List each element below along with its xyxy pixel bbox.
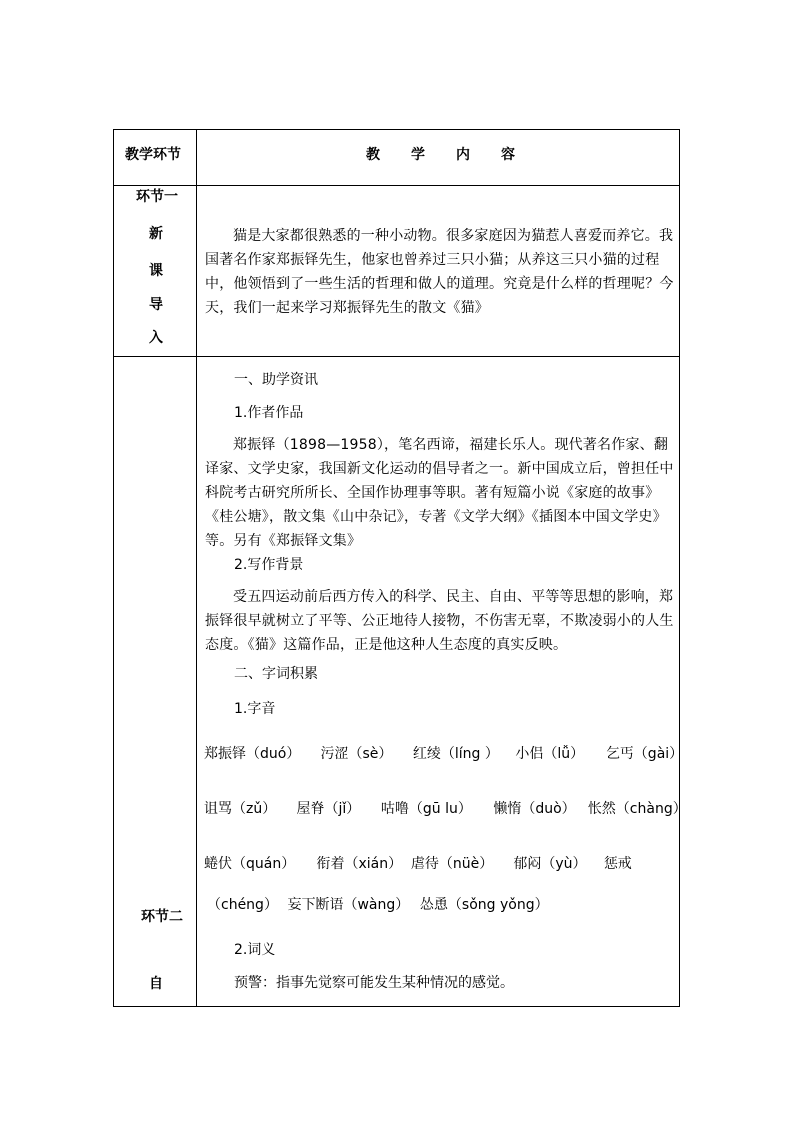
pinyin-item: 郁闷（yù） <box>513 856 587 872</box>
table-left-border <box>113 129 114 1007</box>
header-section-column: 教学环节 <box>125 147 181 163</box>
pinyin-row-1 <box>204 743 683 763</box>
section2-label-line1: 环节二 <box>141 909 183 925</box>
pinyin-item: 红绫（líng ） <box>412 746 499 762</box>
pinyin-row-3 <box>204 853 632 873</box>
table-bottom-border <box>113 1006 680 1007</box>
header-content-column: 教 学 内 容 <box>366 147 516 163</box>
pinyin-row-2 <box>204 798 687 818</box>
pinyin-item: 懒惰（duò） <box>493 801 576 817</box>
pinyin-row-4 <box>207 894 549 914</box>
pinyin-item: 小侣（lǚ） <box>515 746 585 762</box>
pinyin-item: 虐待（nüè） <box>410 856 494 872</box>
pinyin-item: 郑振铎（duó） <box>204 746 301 762</box>
subheading-pronunciation: 1.字音 <box>234 701 276 717</box>
section1-label-line4: 导 <box>149 297 163 313</box>
header-bottom-border <box>113 185 680 186</box>
pinyin-item: 惩戒 <box>603 856 632 872</box>
section1-label-line1: 环节一 <box>136 189 178 205</box>
pinyin-item: 蜷伏（quán） <box>204 856 296 872</box>
table-right-border <box>679 129 680 1007</box>
pinyin-item: 衔着（xián） <box>316 856 403 872</box>
pinyin-item: 怂恿（sǒng yǒng） <box>419 897 549 913</box>
section2-label-line2: 自 <box>149 976 163 992</box>
pinyin-item: 屋脊（jǐ） <box>296 801 361 817</box>
pinyin-item: 妄下断语（wàng） <box>287 897 410 913</box>
intro-paragraph: 猫是大家都很熟悉的一种小动物。很多家庭因为猫惹人喜爱而养它。我国著名作家郑振铎先生，他家也曾养过三只小猫；从养这三只小猫的过程中，他领悟到了一些生活的哲理和做人的道理。究竟是什么样的哲理呢？今天，我们一起来学习郑振铎先生的散文《猫》 <box>205 228 674 316</box>
pinyin-item: 诅骂（zǔ） <box>204 801 277 817</box>
pinyin-item: 乞丐（gài） <box>605 746 684 762</box>
heading-study-info: 一、助学资讯 <box>234 372 318 388</box>
column-divider <box>196 129 197 1007</box>
subheading-background: 2.写作背景 <box>234 557 304 573</box>
pinyin-item: 污涩（sè） <box>320 746 393 762</box>
pinyin-item: 咕噜（gū lu） <box>380 801 472 817</box>
table-top-border <box>113 129 680 130</box>
subheading-meaning: 2.词义 <box>234 942 276 958</box>
background-paragraph: 受五四运动前后西方传入的科学、民主、自由、平等等思想的影响，郑振铎很早就树立了平等、公正地待人接物，不伤害无辜，不欺凌弱小的人生态度。《猫》这篇作品，正是他这种人生态度的真实反映。 <box>205 589 674 653</box>
section1-label-line5: 入 <box>149 330 163 346</box>
definition-line: 预警：指事先觉察可能发生某种情况的感觉。 <box>234 975 514 991</box>
section1-bottom-border <box>113 356 680 357</box>
pinyin-item: （chéng） <box>207 897 278 913</box>
pinyin-item: 怅然（chàng） <box>587 801 687 817</box>
author-paragraph: 郑振铎（1898—1958），笔名西谛，福建长乐人。现代著名作家、翻译家、文学史家，我国新文化运动的倡导者之一。新中国成立后，曾担任中科院考古研究所所长、全国作协理事等职。著有短篇小说《家庭的故事》《桂公塘》，散文集《山中杂记》，专著《文学大纲》《插图本中国文学史》等。另有《郑振铎文集》 <box>205 437 674 549</box>
subheading-author-works: 1.作者作品 <box>234 405 304 421</box>
heading-vocabulary: 二、字词积累 <box>234 666 318 682</box>
section1-label-line2: 新 <box>149 226 163 242</box>
section1-label-line3: 课 <box>149 263 163 279</box>
